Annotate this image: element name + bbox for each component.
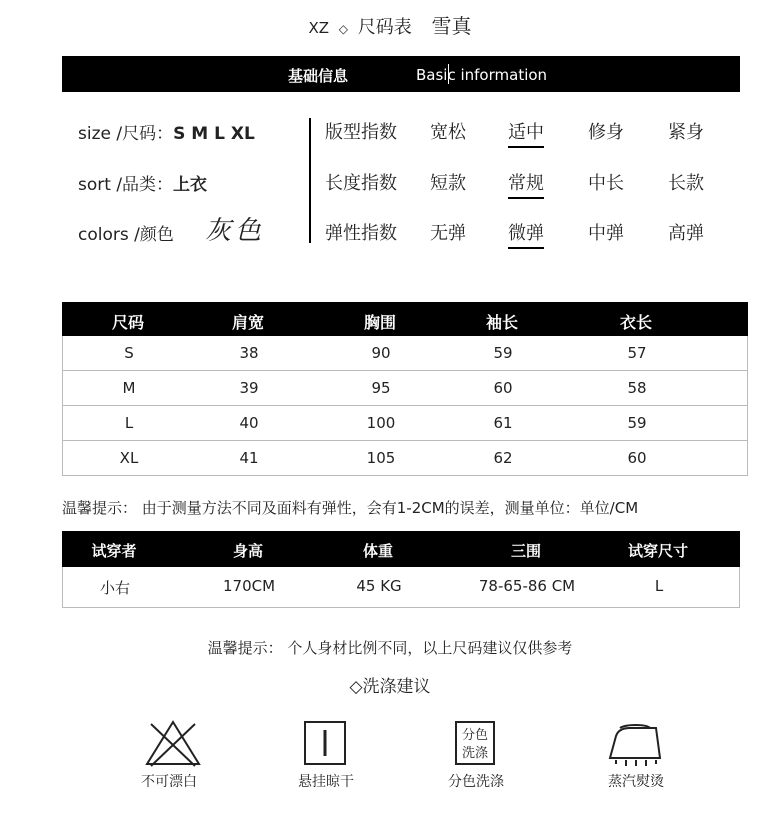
index-option: 短款 <box>430 173 466 194</box>
size-header-cell: 尺码 <box>111 313 145 332</box>
steam-iron-label: 蒸汽熨烫 <box>608 774 664 790</box>
basic-info-en: Basic information <box>416 66 548 84</box>
size-cell: M <box>122 379 136 397</box>
size-cell: 59 <box>493 344 513 362</box>
size-cell: 59 <box>627 414 647 432</box>
size-cell: 39 <box>239 379 259 397</box>
size-info <box>78 119 255 144</box>
title-label: 尺码表 <box>357 17 412 38</box>
tryon-cell: 小右 <box>99 579 131 597</box>
index-option: 紧身 <box>668 122 704 143</box>
separate-wash-icon-text-1: 分色 <box>461 728 489 743</box>
index-option: 长款 <box>668 173 704 194</box>
size-cell: 57 <box>627 344 647 362</box>
wash-title: ◇洗涤建议 <box>349 677 431 697</box>
size-header-cell: 衣长 <box>619 313 653 332</box>
size-cell: 38 <box>239 344 259 362</box>
page-title <box>0 10 780 40</box>
no-bleach-icon <box>143 718 203 778</box>
size-cell: S <box>124 344 134 362</box>
hang-dry-label: 悬挂晾干 <box>298 774 354 790</box>
fit-note: 温馨提示： 个人身材比例不同，以上尺码建议仅供参考 <box>207 639 573 657</box>
size-header-cell: 胸围 <box>363 313 397 332</box>
sort-value: 上衣 <box>173 175 208 195</box>
separate-wash-label: 分色洗涤 <box>448 774 504 790</box>
size-cell: L <box>124 414 134 432</box>
size-label: size /尺码： <box>78 124 174 144</box>
index-option: 高弹 <box>668 223 704 244</box>
size-cell: 90 <box>371 344 391 362</box>
size-value: S M L XL <box>173 124 255 144</box>
tryon-cell: 170CM <box>222 577 276 595</box>
separate-wash-icon-text-2: 洗涤 <box>461 746 489 761</box>
size-header-cell: 肩宽 <box>231 313 265 332</box>
size-table-header <box>62 302 748 336</box>
table-row <box>62 371 748 406</box>
steam-iron-icon <box>606 716 666 776</box>
table-row <box>62 336 748 371</box>
info-divider <box>309 118 311 243</box>
sort-label: sort /品类： <box>78 175 174 195</box>
colors-label: colors /颜色 <box>78 225 174 245</box>
size-cell: 100 <box>366 414 396 432</box>
index-option: 中弹 <box>588 223 624 244</box>
tryon-table-header <box>62 531 740 567</box>
index-option: 中长 <box>588 173 624 194</box>
index-option: 无弹 <box>430 223 466 244</box>
size-header-cell: 袖长 <box>485 313 519 332</box>
size-cell: 95 <box>371 379 391 397</box>
index-option-selected: 适中 <box>508 118 544 148</box>
no-bleach-label: 不可漂白 <box>141 774 197 790</box>
tryon-header-cell: 身高 <box>232 542 264 560</box>
tryon-table-row <box>62 567 740 608</box>
brand-text: XZ <box>308 19 330 37</box>
index-option-selected: 微弹 <box>508 219 544 249</box>
size-cell: 60 <box>493 379 513 397</box>
size-cell: 61 <box>493 414 513 432</box>
diamond-icon: ◇ <box>338 22 349 36</box>
basic-info-bar <box>62 56 740 92</box>
tryon-cell: 78-65-86 CM <box>478 577 576 595</box>
tryon-header-cell: 试穿者 <box>91 542 137 560</box>
tryon-header-cell: 试穿尺寸 <box>627 542 689 560</box>
product-name: 雪真 <box>431 14 472 38</box>
table-row <box>62 441 748 476</box>
tryon-header-cell: 体重 <box>362 542 394 560</box>
colors-info <box>78 220 174 245</box>
sort-info <box>78 170 207 195</box>
size-cell: 105 <box>366 449 396 467</box>
tryon-cell: 45 KG <box>356 577 402 595</box>
size-cell: 58 <box>627 379 647 397</box>
index-name: 版型指数 <box>325 122 397 143</box>
size-cell: 62 <box>493 449 513 467</box>
index-option-selected: 常规 <box>508 169 544 199</box>
table-row <box>62 406 748 441</box>
size-cell: 60 <box>627 449 647 467</box>
colors-value: 灰色 <box>205 216 266 246</box>
size-cell: XL <box>119 449 139 467</box>
size-cell: 40 <box>239 414 259 432</box>
index-name: 弹性指数 <box>325 223 397 244</box>
tryon-cell: L <box>654 577 664 595</box>
measurement-note: 温馨提示： 由于测量方法不同及面料有弹性，会有1-2CM的误差，测量单位：单位/CM <box>62 499 639 517</box>
basic-info-cn: 基础信息 <box>288 67 349 85</box>
index-name: 长度指数 <box>325 173 397 194</box>
index-option: 宽松 <box>430 122 466 143</box>
size-cell: 41 <box>239 449 259 467</box>
index-option: 修身 <box>588 122 624 143</box>
tryon-header-cell: 三围 <box>510 542 542 560</box>
